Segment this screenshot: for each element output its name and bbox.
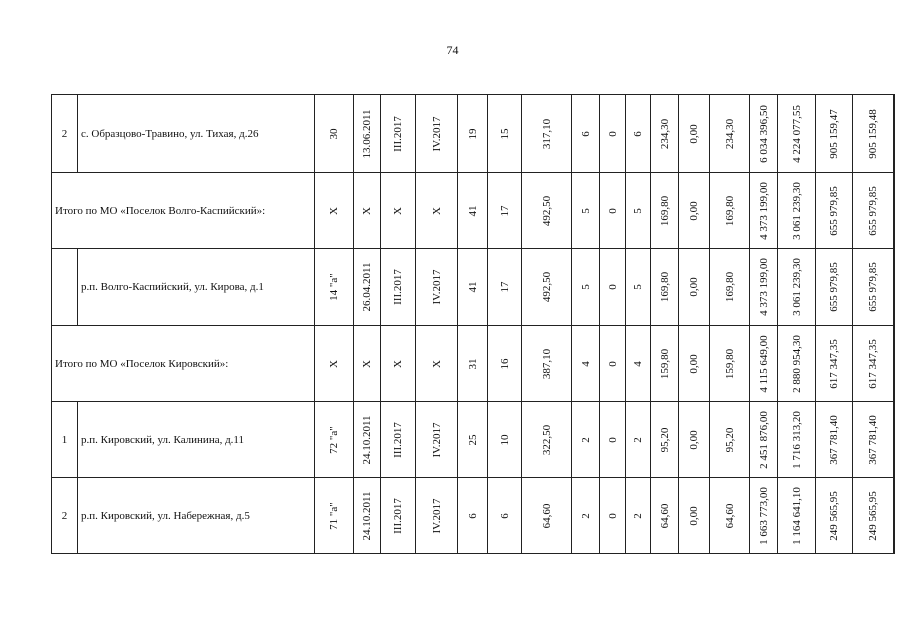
- cell-value: 617 347,35: [867, 338, 879, 389]
- cell-region-share: [816, 249, 853, 326]
- cell-area-total: [651, 173, 679, 249]
- cell-value: 64,60: [658, 503, 671, 528]
- cell-value: 26.04.2011: [361, 262, 373, 312]
- cell-value: 5: [632, 207, 644, 214]
- cell-region-share: [816, 402, 853, 478]
- cell-extra-funds: [894, 95, 895, 173]
- table-row: [52, 95, 895, 173]
- cell-residents-count: [458, 249, 488, 326]
- cell-value: 17: [498, 205, 511, 216]
- cell-value: 2: [632, 436, 644, 443]
- cell-fund-share: [778, 95, 816, 173]
- cell-value: III.2017: [392, 115, 404, 152]
- cell-planned-finish: [416, 402, 458, 478]
- cell-region-share: [816, 173, 853, 249]
- cell-residents-count: [458, 173, 488, 249]
- cell-value: 5: [632, 284, 644, 290]
- cell-rooms-total: [572, 173, 600, 249]
- total-label: Итого по МО «Поселок Кировский»:: [52, 326, 315, 402]
- cell-rooms-municipal: [600, 326, 626, 402]
- cell-region-share: [816, 95, 853, 173]
- page-number: 74: [446, 43, 459, 57]
- cell-evicted-residents: [488, 478, 522, 554]
- cell-value: 95,20: [723, 427, 736, 452]
- cell-value: 0: [606, 436, 619, 443]
- cell-cost-total: [750, 478, 778, 554]
- cell-value: 19: [466, 128, 479, 139]
- table-row: [52, 249, 895, 326]
- cell-value: [894, 277, 895, 296]
- cell-evicted-residents: [488, 249, 522, 326]
- cell-value: 15: [498, 128, 511, 139]
- cell-evicted-residents: [488, 173, 522, 249]
- cell-value: 322,50: [540, 424, 553, 455]
- cell-value: 0,00: [688, 200, 700, 221]
- cell-area-municipal: [679, 326, 710, 402]
- cell-value: 6 034 396,50: [757, 104, 770, 163]
- cell-inspection-date: [354, 478, 381, 554]
- cell-value: X: [361, 359, 373, 368]
- cell-extra-funds: [894, 478, 895, 554]
- cell-value: X: [392, 359, 404, 368]
- cell-fund-share: [778, 249, 816, 326]
- cell-total-area: [522, 249, 572, 326]
- cell-value: X: [328, 206, 340, 215]
- cell-project-number: [315, 326, 354, 402]
- cell-rooms-total: [572, 478, 600, 554]
- cell-rooms-private: [626, 326, 651, 402]
- cell-extra-funds: [894, 326, 895, 402]
- cell-inspection-date: [354, 402, 381, 478]
- cell-value: IV.2017: [430, 422, 443, 457]
- cell-area-municipal: [679, 249, 710, 326]
- cell-value: 2: [579, 512, 592, 519]
- cell-value: IV.2017: [430, 269, 443, 305]
- cell-project-number: [315, 478, 354, 554]
- cell-value: [894, 124, 895, 143]
- cell-planned-start: [381, 173, 416, 249]
- cell-project-number: [315, 249, 354, 326]
- cell-value: 655 979,85: [867, 262, 879, 312]
- cell-region-share: [816, 478, 853, 554]
- cell-rooms-municipal: [600, 402, 626, 478]
- cell-rooms-private: [626, 173, 651, 249]
- row-number: [52, 249, 78, 326]
- cell-area-total: [651, 95, 679, 173]
- cell-rooms-total: [572, 402, 600, 478]
- cell-value: 6: [579, 130, 592, 137]
- cell-value: 169,80: [723, 195, 736, 226]
- cell-area-private: [710, 478, 750, 554]
- cell-fund-share: [778, 402, 816, 478]
- cell-total-area: [522, 326, 572, 402]
- cell-value: 3 061 239,30: [790, 258, 803, 316]
- cell-local-share: [853, 326, 894, 402]
- cell-evicted-residents: [488, 326, 522, 402]
- cell-value: 0,00: [688, 505, 700, 526]
- cell-rooms-private: [626, 95, 651, 173]
- cell-total-area: [522, 173, 572, 249]
- cell-area-private: [710, 173, 750, 249]
- cell-value: 2: [579, 436, 592, 443]
- table-row: [52, 402, 895, 478]
- cell-value: 30: [328, 128, 340, 139]
- cell-value: X: [430, 206, 443, 215]
- cell-project-number: [315, 95, 354, 173]
- row-number: 2: [52, 95, 78, 173]
- cell-value: 2 451 876,00: [757, 410, 770, 469]
- cell-value: 0,00: [688, 429, 700, 450]
- cell-local-share: [853, 478, 894, 554]
- cell-value: 6: [498, 512, 511, 519]
- cell-value: 1 663 773,00: [757, 486, 770, 545]
- cell-residents-count: [458, 95, 488, 173]
- cell-value: 159,80: [723, 348, 736, 379]
- cell-value: 24.10.2011: [361, 490, 373, 541]
- cell-planned-start: [381, 249, 416, 326]
- cell-value: 249 565,95: [867, 490, 879, 541]
- cell-planned-start: [381, 95, 416, 173]
- cell-value: 655 979,85: [828, 185, 840, 236]
- row-number: 1: [52, 402, 78, 478]
- cell-evicted-residents: [488, 402, 522, 478]
- cell-value: 4 224 077,55: [790, 104, 803, 163]
- cell-value: 2: [632, 512, 644, 519]
- cell-region-share: [816, 326, 853, 402]
- total-label: Итого по МО «Поселок Волго-Каспийский»:: [52, 173, 315, 249]
- cell-value: 905 159,47: [828, 108, 840, 159]
- cell-local-share: [853, 173, 894, 249]
- table-row: [52, 478, 895, 554]
- cell-value: 0,00: [688, 123, 700, 144]
- cell-planned-finish: [416, 326, 458, 402]
- cell-planned-start: [381, 402, 416, 478]
- cell-inspection-date: [354, 95, 381, 173]
- cell-fund-share: [778, 173, 816, 249]
- cell-value: 16: [498, 358, 511, 369]
- cell-value: 64,60: [723, 503, 736, 528]
- cell-value: 72 "а": [328, 425, 340, 454]
- cell-value: 0: [606, 512, 619, 519]
- cell-value: 492,50: [540, 271, 553, 303]
- cell-planned-finish: [416, 478, 458, 554]
- cell-value: 0,00: [688, 353, 700, 374]
- cell-rooms-private: [626, 249, 651, 326]
- cell-value: 6: [466, 512, 479, 519]
- cell-value: 905 159,48: [867, 108, 879, 159]
- cell-value: 24.10.2011: [361, 414, 373, 465]
- cell-value: 17: [498, 281, 511, 293]
- cell-value: 169,80: [723, 271, 736, 303]
- cell-area-total: [651, 326, 679, 402]
- cell-value: 3 061 239,30: [790, 181, 803, 240]
- cell-area-municipal: [679, 402, 710, 478]
- cell-rooms-private: [626, 402, 651, 478]
- cell-cost-total: [750, 249, 778, 326]
- cell-value: 10: [498, 434, 511, 445]
- cell-evicted-residents: [488, 95, 522, 173]
- cell-value: 492,50: [540, 195, 553, 226]
- address-cell: р.п. Волго-Каспийский, ул. Кирова, д.1: [78, 249, 315, 326]
- cell-value: 5: [579, 284, 592, 290]
- cell-inspection-date: [354, 326, 381, 402]
- housing-program-table: [51, 94, 895, 554]
- cell-fund-share: [778, 326, 816, 402]
- cell-local-share: [853, 95, 894, 173]
- cell-area-total: [651, 478, 679, 554]
- cell-value: III.2017: [392, 269, 404, 305]
- cell-value: 6: [632, 130, 644, 137]
- cell-value: 41: [466, 205, 479, 216]
- cell-value: 655 979,85: [867, 185, 879, 236]
- address-cell: р.п. Кировский, ул. Калинина, д.11: [78, 402, 315, 478]
- cell-area-municipal: [679, 173, 710, 249]
- cell-value: III.2017: [392, 421, 404, 458]
- cell-value: 234,30: [658, 118, 671, 149]
- cell-inspection-date: [354, 173, 381, 249]
- cell-area-private: [710, 249, 750, 326]
- cell-planned-start: [381, 326, 416, 402]
- cell-value: 1 716 313,20: [790, 410, 803, 469]
- cell-rooms-total: [572, 95, 600, 173]
- cell-value: IV.2017: [430, 116, 443, 151]
- cell-value: 367 781,40: [828, 414, 840, 465]
- cell-area-private: [710, 95, 750, 173]
- cell-value: 14 "а": [328, 273, 340, 301]
- cell-rooms-municipal: [600, 173, 626, 249]
- cell-fund-share: [778, 478, 816, 554]
- cell-project-number: [315, 402, 354, 478]
- cell-extra-funds: [894, 173, 895, 249]
- cell-value: III.2017: [392, 497, 404, 534]
- cell-value: 31: [466, 358, 479, 369]
- cell-value: 5: [579, 207, 592, 214]
- cell-value: 249 565,95: [828, 490, 840, 541]
- cell-value: 4: [632, 360, 644, 367]
- cell-rooms-total: [572, 249, 600, 326]
- cell-value: 387,10: [540, 348, 553, 379]
- cell-value: X: [430, 359, 443, 368]
- cell-area-private: [710, 402, 750, 478]
- cell-cost-total: [750, 95, 778, 173]
- cell-rooms-municipal: [600, 95, 626, 173]
- cell-total-area: [522, 402, 572, 478]
- cell-value: 655 979,85: [828, 262, 840, 312]
- cell-rooms-total: [572, 326, 600, 402]
- cell-value: X: [328, 359, 340, 368]
- total-row: [52, 326, 895, 402]
- cell-local-share: [853, 402, 894, 478]
- cell-area-municipal: [679, 95, 710, 173]
- cell-value: 169,80: [658, 271, 671, 303]
- cell-value: [894, 430, 895, 449]
- cell-value: 95,20: [658, 427, 671, 452]
- cell-area-private: [710, 326, 750, 402]
- cell-area-total: [651, 249, 679, 326]
- cell-value: 4: [579, 360, 592, 367]
- cell-rooms-municipal: [600, 478, 626, 554]
- cell-value: 71 "а": [328, 501, 340, 530]
- total-row: [52, 173, 895, 249]
- cell-value: 64,60: [540, 503, 553, 528]
- cell-total-area: [522, 95, 572, 173]
- cell-inspection-date: [354, 249, 381, 326]
- address-cell: с. Образцово-Травино, ул. Тихая, д.26: [78, 95, 315, 173]
- cell-rooms-municipal: [600, 249, 626, 326]
- cell-value: 41: [466, 281, 479, 293]
- cell-value: 617 347,35: [828, 338, 840, 389]
- cell-area-municipal: [679, 478, 710, 554]
- cell-value: 13.06.2011: [361, 108, 373, 159]
- cell-value: 4 373 199,00: [757, 258, 770, 316]
- cell-value: X: [361, 206, 373, 215]
- cell-residents-count: [458, 326, 488, 402]
- cell-extra-funds: [894, 249, 895, 326]
- cell-value: 1 164 641,10: [790, 486, 803, 545]
- address-cell: р.п. Кировский, ул. Набережная, д.5: [78, 478, 315, 554]
- cell-value: 0: [606, 284, 619, 290]
- cell-planned-finish: [416, 173, 458, 249]
- cell-planned-finish: [416, 95, 458, 173]
- cell-value: [894, 201, 895, 220]
- cell-value: X: [392, 206, 404, 215]
- cell-value: 25: [466, 434, 479, 445]
- row-number: 2: [52, 478, 78, 554]
- cell-value: 0,00: [688, 277, 700, 297]
- cell-cost-total: [750, 173, 778, 249]
- cell-area-total: [651, 402, 679, 478]
- cell-rooms-private: [626, 478, 651, 554]
- cell-cost-total: [750, 326, 778, 402]
- cell-planned-finish: [416, 249, 458, 326]
- cell-value: 0: [606, 130, 619, 137]
- cell-value: IV.2017: [430, 498, 443, 533]
- cell-project-number: [315, 173, 354, 249]
- cell-value: 317,10: [540, 118, 553, 149]
- cell-residents-count: [458, 478, 488, 554]
- cell-value: 234,30: [723, 118, 736, 149]
- cell-cost-total: [750, 402, 778, 478]
- cell-value: 159,80: [658, 348, 671, 379]
- cell-value: 2 880 954,30: [790, 334, 803, 393]
- cell-planned-start: [381, 478, 416, 554]
- cell-value: [894, 506, 895, 525]
- cell-value: 0: [606, 360, 619, 367]
- cell-value: 367 781,40: [867, 414, 879, 465]
- cell-value: 4 373 199,00: [757, 181, 770, 240]
- cell-residents-count: [458, 402, 488, 478]
- cell-value: 169,80: [658, 195, 671, 226]
- cell-extra-funds: [894, 402, 895, 478]
- cell-local-share: [853, 249, 894, 326]
- cell-value: [894, 354, 895, 373]
- cell-total-area: [522, 478, 572, 554]
- cell-value: 4 115 649,00: [757, 334, 770, 393]
- cell-value: 0: [606, 207, 619, 214]
